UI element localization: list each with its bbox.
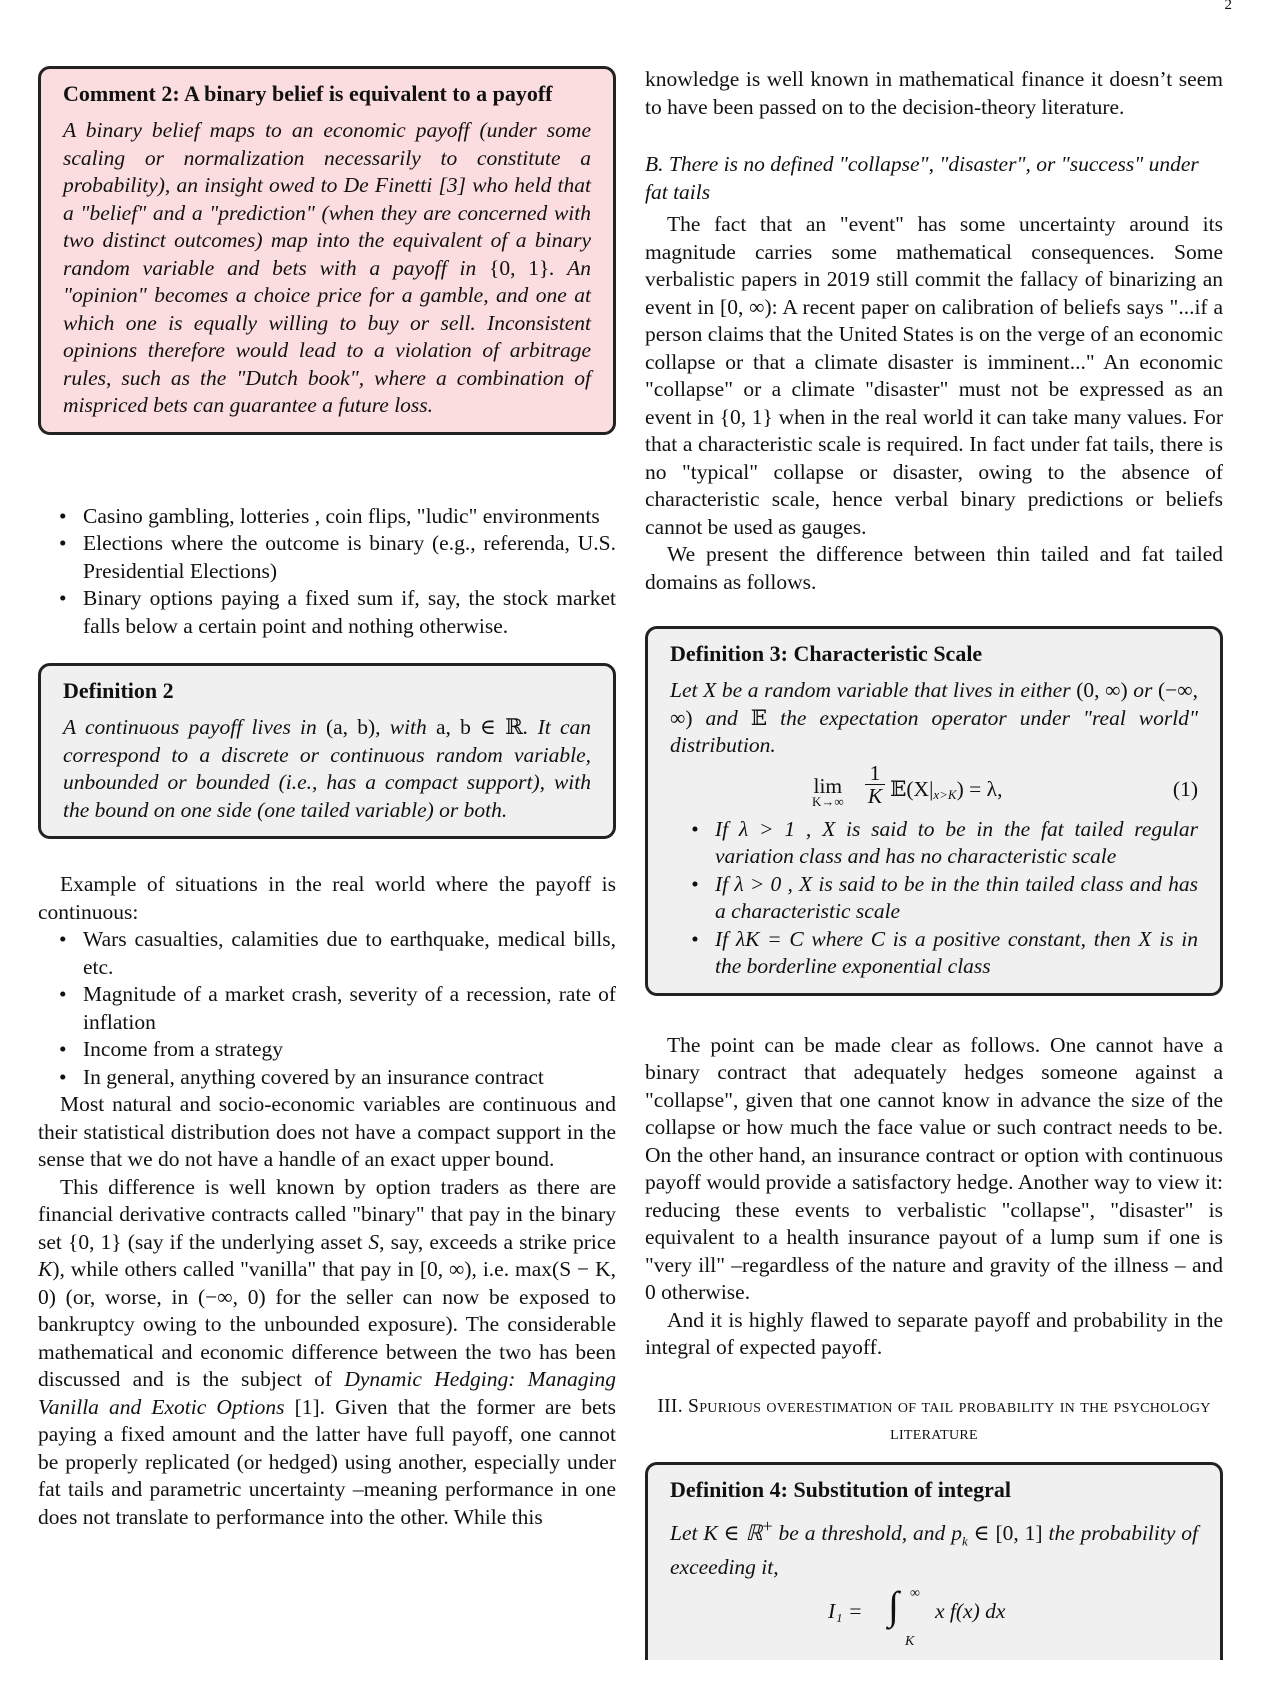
list-item: • If λ > 1 , X is said to be in the fat tailed regular variation class and has no characteristic scale bbox=[715, 816, 1198, 871]
para-text: [1]. Given that the former are bets paying a fixed amount and the latter have full payoff, one cannot be properly replicated (or hedged) using another, especially under fat tails and parametric uncertainty –meaning performance in one does not translate to performance into the other. While this bbox=[38, 1394, 616, 1529]
para-math: {0, 1} bbox=[68, 1229, 122, 1254]
para-text: (say if the underlying asset bbox=[121, 1229, 369, 1254]
comment-2-math-set: {0, 1} bbox=[489, 255, 550, 280]
para-text: when in the real world it can take many values. For that a characteristic scale is required. In fact under fat tails, there is no "typical" collapse or disaster, owing to the absence of characteristic scale, hence verbal binary predictions or beliefs cannot be used as gauges. bbox=[645, 404, 1223, 539]
section-3-heading: III. Spurious overestimation of tail probability in the psychology literature bbox=[657, 1395, 1211, 1444]
equation-expression bbox=[890, 776, 1002, 809]
para-text: ), while others called "vanilla" that pay in bbox=[52, 1257, 420, 1281]
def3-text: Let X be a random variable that lives in either bbox=[670, 678, 1077, 702]
equation-fraction bbox=[865, 762, 885, 807]
limit-subscript: K→∞ bbox=[812, 793, 844, 809]
paragraph-continuation: knowledge is well known in mathematical finance it doesn’t seem to have been passed on to the decision-theory literature. bbox=[645, 67, 1223, 119]
def2-math: a, b ∈ ℝ bbox=[435, 715, 524, 739]
para-text: This difference is well known by option traders as there are financial derivative contracts called "binary" that pay in the binary set bbox=[38, 1174, 616, 1254]
definition-4-title: Definition 4: Substitution of integral bbox=[670, 1476, 1012, 1502]
integral-sign: ∫ bbox=[888, 1582, 899, 1628]
left-column bbox=[38, 66, 616, 1531]
integral-body: x f(x) dx bbox=[935, 1598, 1006, 1623]
continuous-examples-list bbox=[38, 926, 616, 1091]
definition-4-box bbox=[645, 1462, 1223, 1660]
definition-2-box bbox=[38, 663, 616, 839]
def4-math bbox=[703, 1515, 773, 1545]
definition-4-body bbox=[670, 1513, 1198, 1582]
equation-1 bbox=[670, 762, 1198, 814]
expectation-end: ) = λ, bbox=[956, 776, 1003, 801]
paragraph-natural-variables: Most natural and socio-economic variables are continuous and their statistical distribution does not have a compact support in the sense that we do not have a handle of an exact upper bound. bbox=[38, 1092, 616, 1171]
fraction-numerator: 1 bbox=[869, 760, 881, 785]
para-text: (or, worse, in bbox=[55, 1284, 198, 1309]
para-math: [0, ∞) bbox=[419, 1257, 472, 1281]
def4-text: Let bbox=[670, 1520, 704, 1545]
def3-math: (0, ∞) bbox=[1076, 678, 1128, 702]
list-item: • Income from a strategy bbox=[83, 1036, 616, 1064]
comment-2-box bbox=[38, 66, 616, 435]
binary-examples-list bbox=[38, 503, 616, 641]
def3-math: 𝔼 bbox=[750, 705, 768, 730]
def4-math-k: K ∈ ℝ bbox=[703, 1520, 763, 1545]
paragraph-point: The point can be made clear as follows. One cannot have a binary contract that adequately hedges someone against a "collapse", given that one cannot know in advance the size of the collapse or how much the face value or such contract needs to be. On the other hand, an insurance contract or option with continuous payoff would provide a satisfactory hedge. Another way to view it: reducing these events to verbalistic "collapse", "disaster" is equivalent to a health insurance payout of a lump sum if one is "very ill" –regardless of the nature and gravity of the illness – and 0 otherwise. bbox=[645, 1032, 1223, 1304]
definition-2-body bbox=[63, 714, 591, 824]
page-number: 2 bbox=[1224, 0, 1232, 13]
list-item: • In general, anything covered by an insurance contract bbox=[83, 1064, 616, 1092]
def3-text: and bbox=[692, 705, 751, 730]
para-math: (−∞, 0) bbox=[198, 1284, 266, 1309]
list-item: • Binary options paying a fixed sum if, say, the stock market falls below a certain point and nothing otherwise. bbox=[83, 585, 616, 640]
integral-lhs: I₁ = bbox=[828, 1598, 863, 1623]
definition-2-title: Definition 2 bbox=[63, 678, 174, 703]
def2-math: (a, b) bbox=[325, 715, 376, 739]
def3-text: the expectation operator under "real world" distribution. bbox=[670, 705, 1199, 757]
para-math: {0, 1} bbox=[719, 404, 773, 429]
para-text: The fact that an "event" has some uncertainty around its magnitude carries some mathematical consequences. Some verbalistic papers in 2019 still commit the fallacy of binarizing an event in bbox=[645, 212, 1223, 319]
right-column bbox=[645, 66, 1223, 1660]
continuous-intro: Example of situations in the real world where the payoff is continuous: bbox=[38, 872, 616, 924]
comment-2-text-b: . An "opinion" becomes a choice price for a gamble, and one at which one is equally willing to buy or sell. Inconsistent opinions therefore would lead to a violation of arbitrage rules, such as the "Dutch book", where a combination of mispriced bets can guarantee a future loss. bbox=[63, 255, 591, 417]
def4-text: be a threshold, and bbox=[772, 1520, 952, 1545]
def2-text: . It can correspond to a discrete or continuous random variable, unbounded or bounded (i.e., has a compact support), with the bound on one side (one tailed variable) or both. bbox=[63, 715, 591, 822]
paragraph-flawed: And it is highly flawed to separate payoff and probability in the integral of expected payoff. bbox=[645, 1307, 1223, 1359]
para-text: for the seller can now be exposed to bankruptcy owing to the unbounded exposure). The considerable mathematical and economic difference between the two has been discussed and is the subject of bbox=[38, 1284, 616, 1391]
list-item: • Elections where the outcome is binary (e.g., referenda, U.S. Presidential Elections) bbox=[83, 530, 616, 585]
equation-number: (1) bbox=[1172, 776, 1198, 801]
def4-math-sup: + bbox=[762, 1515, 773, 1536]
para-text: , say, exceeds a strike price bbox=[379, 1229, 616, 1254]
para-math: max(S − K, 0) bbox=[38, 1257, 616, 1309]
para-math: S bbox=[368, 1229, 380, 1254]
paragraph-option-difference bbox=[38, 1174, 616, 1532]
expectation-subscript: x>K bbox=[933, 786, 957, 802]
comment-2-title: Comment 2: A binary belief is equivalent to a payoff bbox=[63, 81, 553, 106]
book-title: Dynamic Hedging: Managing Vanilla and Exotic Options bbox=[38, 1367, 616, 1419]
def3-math: (−∞, ∞) bbox=[670, 678, 1198, 730]
definition-3-title: Definition 3: Characteristic Scale bbox=[670, 641, 983, 666]
integral-equation bbox=[670, 1582, 1198, 1649]
limit-label: lim bbox=[813, 773, 843, 798]
paragraph-present: We present the difference between thin tailed and fat tailed domains as follows. bbox=[645, 542, 1223, 594]
comment-2-body bbox=[63, 117, 591, 420]
definition-3-box bbox=[645, 626, 1223, 996]
fraction-denominator: K bbox=[867, 783, 883, 808]
def2-text: A continuous payoff lives in bbox=[63, 715, 326, 739]
para-math: K bbox=[38, 1257, 53, 1281]
list-item: • Casino gambling, lotteries , coin flips, "ludic" environments bbox=[83, 503, 616, 531]
integral-lower-limit: K bbox=[905, 1633, 915, 1649]
expectation: 𝔼(X| bbox=[890, 776, 934, 801]
definition-3-body bbox=[670, 677, 1198, 760]
para-text: : A recent paper on calibration of beliefs says "...if a person claims that the United States is on the verge of an economic collapse or that a climate disaster is imminent..." An economic "collapse" or a climate "disaster" must not be expressed as an event in bbox=[645, 294, 1223, 429]
def4-math-sub: k bbox=[961, 1532, 968, 1548]
comment-2-text-a: A binary belief maps to an economic payoff (under some scaling or normalization necessarily to constitute a probability), an insight owed to De Finetti [3] who held that a "belief" and a "prediction" (when they are concerned with two distinct outcomes) map into the equivalent of a binary random variable and bets with a payoff in bbox=[63, 118, 591, 280]
list-item: • Wars casualties, calamities due to earthquake, medical bills, etc. bbox=[83, 926, 616, 981]
def2-text: , with bbox=[375, 715, 436, 739]
def4-math: ∈ [0, 1] bbox=[967, 1520, 1043, 1545]
definition-3-list bbox=[670, 816, 1198, 981]
def3-text: or bbox=[1127, 678, 1158, 702]
list-item: • If λK = C where C is a positive constant, then X is in the borderline exponential class bbox=[715, 926, 1198, 981]
para-math: [0, ∞) bbox=[720, 294, 772, 319]
integral-upper-limit: ∞ bbox=[910, 1585, 920, 1601]
def4-text: the probability of exceeding it, bbox=[670, 1520, 1199, 1580]
subsection-b-heading: B. There is no defined "collapse", "disaster", or "success" under fat tails bbox=[645, 152, 1199, 204]
equation-limit bbox=[812, 773, 844, 810]
paragraph-event bbox=[645, 211, 1223, 541]
def4-math-p: p bbox=[951, 1520, 962, 1545]
list-item: • If λ > 0 , X is said to be in the thin tailed class and has a characteristic scale bbox=[715, 871, 1198, 926]
list-item: • Magnitude of a market crash, severity of a recession, rate of inflation bbox=[83, 981, 616, 1036]
para-text: , i.e. bbox=[471, 1257, 516, 1281]
